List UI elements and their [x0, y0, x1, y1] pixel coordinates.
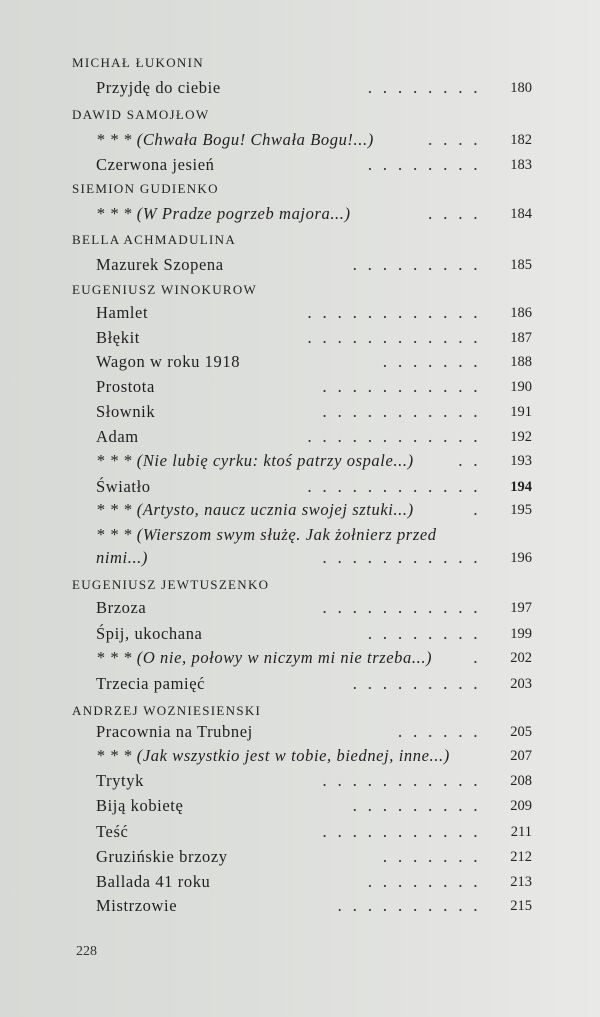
entry-title: * * * (O nie, połowy w niczym mi nie trzeba...)	[96, 648, 433, 667]
toc-entry[interactable]	[96, 352, 532, 376]
entry-title: Trytyk	[96, 771, 144, 790]
page-number: 208	[510, 773, 532, 789]
toc-entry[interactable]	[96, 477, 532, 501]
page-number: 199	[510, 626, 532, 642]
dot-leader: ...........	[322, 548, 488, 567]
entry-title: * * * (Chwała Bogu! Chwała Bogu!...)	[96, 130, 374, 149]
toc-entry[interactable]	[96, 746, 532, 770]
entry-title: Błękit	[96, 328, 140, 347]
page-number: 203	[510, 676, 532, 692]
dot-leader: ............	[306, 303, 488, 322]
entry-title: Mistrzowie	[96, 896, 178, 915]
page-number: 187	[510, 330, 532, 346]
page-number: 192	[510, 429, 532, 445]
page-number: 197	[510, 600, 532, 616]
page-number: 182	[510, 132, 532, 148]
page-number: 195	[510, 502, 532, 518]
dot-leader: ........	[367, 78, 488, 97]
entry-title: Adam	[96, 427, 139, 446]
entry-title: Pracownia na Trubnej	[96, 722, 253, 741]
page-number: 193	[510, 453, 532, 469]
toc-entry[interactable]	[96, 130, 532, 154]
page-number: 186	[510, 305, 532, 321]
author-heading: MICHAŁ ŁUKONIN	[72, 55, 204, 70]
page-number: 215	[510, 898, 532, 914]
page-number: 194	[510, 479, 532, 495]
toc-entry[interactable]	[96, 155, 532, 179]
dot-leader: ......	[397, 722, 488, 741]
toc-entry[interactable]	[96, 204, 532, 228]
toc-entry[interactable]	[96, 303, 532, 327]
dot-leader: .......	[382, 847, 488, 866]
dot-leader: .........	[352, 796, 488, 815]
entry-title: Czerwona jesień	[96, 155, 215, 174]
dot-leader: ...........	[322, 822, 488, 841]
toc-entry[interactable]	[96, 872, 532, 896]
toc-entry[interactable]	[96, 598, 532, 622]
entry-title: Brzoza	[96, 598, 147, 617]
dot-leader: ........	[367, 624, 488, 643]
dot-leader: .	[472, 648, 488, 667]
dot-leader: ...........	[322, 598, 488, 617]
entry-title: Wagon w roku 1918	[96, 352, 241, 371]
dot-leader: ............	[306, 477, 488, 496]
entry-title: Prostota	[96, 377, 155, 396]
dot-leader: .......	[382, 352, 488, 371]
entry-title: * * * (W Pradze pogrzeb majora...)	[96, 204, 351, 223]
author-heading: BELLA ACHMADULINA	[72, 232, 237, 247]
toc-entry[interactable]	[96, 548, 532, 572]
toc-entry[interactable]	[96, 525, 532, 549]
toc-entry[interactable]	[96, 771, 532, 795]
toc-entry[interactable]	[96, 624, 532, 648]
dot-leader: ..	[457, 451, 488, 470]
entry-title: Przyjdę do ciebie	[96, 78, 221, 97]
dot-leader: ........	[367, 872, 488, 891]
entry-title: * * * (Wierszom swym służę. Jak żołnierz przed	[96, 525, 437, 544]
dot-leader: ....	[427, 204, 488, 223]
entry-title: Biją kobietę	[96, 796, 184, 815]
page-number: 183	[510, 157, 532, 173]
entry-title: Trzecia pamięć	[96, 674, 206, 693]
entry-title: Gruzińskie brzozy	[96, 847, 228, 866]
entry-title: Światło	[96, 477, 151, 496]
entry-title: * * * (Nie lubię cyrku: ktoś patrzy ospale...)	[96, 451, 414, 470]
page-number: 212	[510, 849, 532, 865]
dot-leader: ........	[367, 155, 488, 174]
page-number: 211	[510, 824, 532, 840]
page-number: 185	[510, 257, 532, 273]
toc-entry[interactable]	[96, 722, 532, 746]
page-number: 209	[510, 798, 532, 814]
toc-entry[interactable]	[96, 402, 532, 426]
toc-entry[interactable]	[96, 896, 532, 920]
toc-entry[interactable]	[96, 500, 532, 524]
entry-title: * * * (Jak wszystkio jest w tobie, biednej, inne...)	[96, 746, 450, 765]
page-number: 202	[510, 650, 532, 666]
toc-entry[interactable]	[96, 78, 532, 102]
entry-title: Ballada 41 roku	[96, 872, 211, 891]
page-folio-number: 228	[76, 944, 97, 959]
entry-title: Teść	[96, 822, 129, 841]
author-heading: EUGENIUSZ WINOKUROW	[72, 282, 258, 297]
page-number: 190	[510, 379, 532, 395]
entry-title: Mazurek Szopena	[96, 255, 224, 274]
entry-title: Hamlet	[96, 303, 149, 322]
toc-entry[interactable]	[96, 328, 532, 352]
author-heading: ANDRZEJ WOZNIESIENSKI	[72, 703, 262, 718]
toc-entry[interactable]	[96, 796, 532, 820]
author-heading: SIEMION GUDIENKO	[72, 181, 219, 196]
entry-title: Słownik	[96, 402, 156, 421]
entry-title: * * * (Artysto, naucz ucznia swojej sztuki...)	[96, 500, 414, 519]
page-number: 205	[510, 724, 532, 740]
toc-entry[interactable]	[96, 674, 532, 698]
dot-leader: ...........	[322, 377, 488, 396]
toc-entry[interactable]	[96, 847, 532, 871]
dot-leader: ....	[427, 130, 488, 149]
page-number: 188	[510, 354, 532, 370]
dot-leader: ...........	[322, 402, 488, 421]
dot-leader: ............	[306, 427, 488, 446]
author-heading: EUGENIUSZ JEWTUSZENKO	[72, 577, 270, 592]
toc-entry[interactable]	[96, 427, 532, 451]
toc-entry[interactable]	[96, 377, 532, 401]
toc-entry[interactable]	[96, 648, 532, 672]
page-number: 180	[510, 80, 532, 96]
toc-entry[interactable]	[96, 255, 532, 279]
page-number: 213	[510, 874, 532, 890]
page-number: 207	[510, 748, 532, 764]
dot-leader: ..........	[337, 896, 488, 915]
toc-entry[interactable]	[96, 451, 532, 475]
dot-leader: ...........	[322, 771, 488, 790]
page-number: 191	[510, 404, 532, 420]
entry-title: Śpij, ukochana	[96, 624, 203, 643]
dot-leader: .........	[352, 255, 488, 274]
page-number: 184	[510, 206, 532, 222]
entry-title: nimi...)	[96, 548, 149, 567]
dot-leader: .	[472, 500, 488, 519]
dot-leader: ............	[306, 328, 488, 347]
toc-entry[interactable]	[96, 822, 532, 846]
author-heading: DAWID SAMOJŁOW	[72, 107, 210, 122]
page-number: 196	[510, 550, 532, 566]
dot-leader: .........	[352, 674, 488, 693]
